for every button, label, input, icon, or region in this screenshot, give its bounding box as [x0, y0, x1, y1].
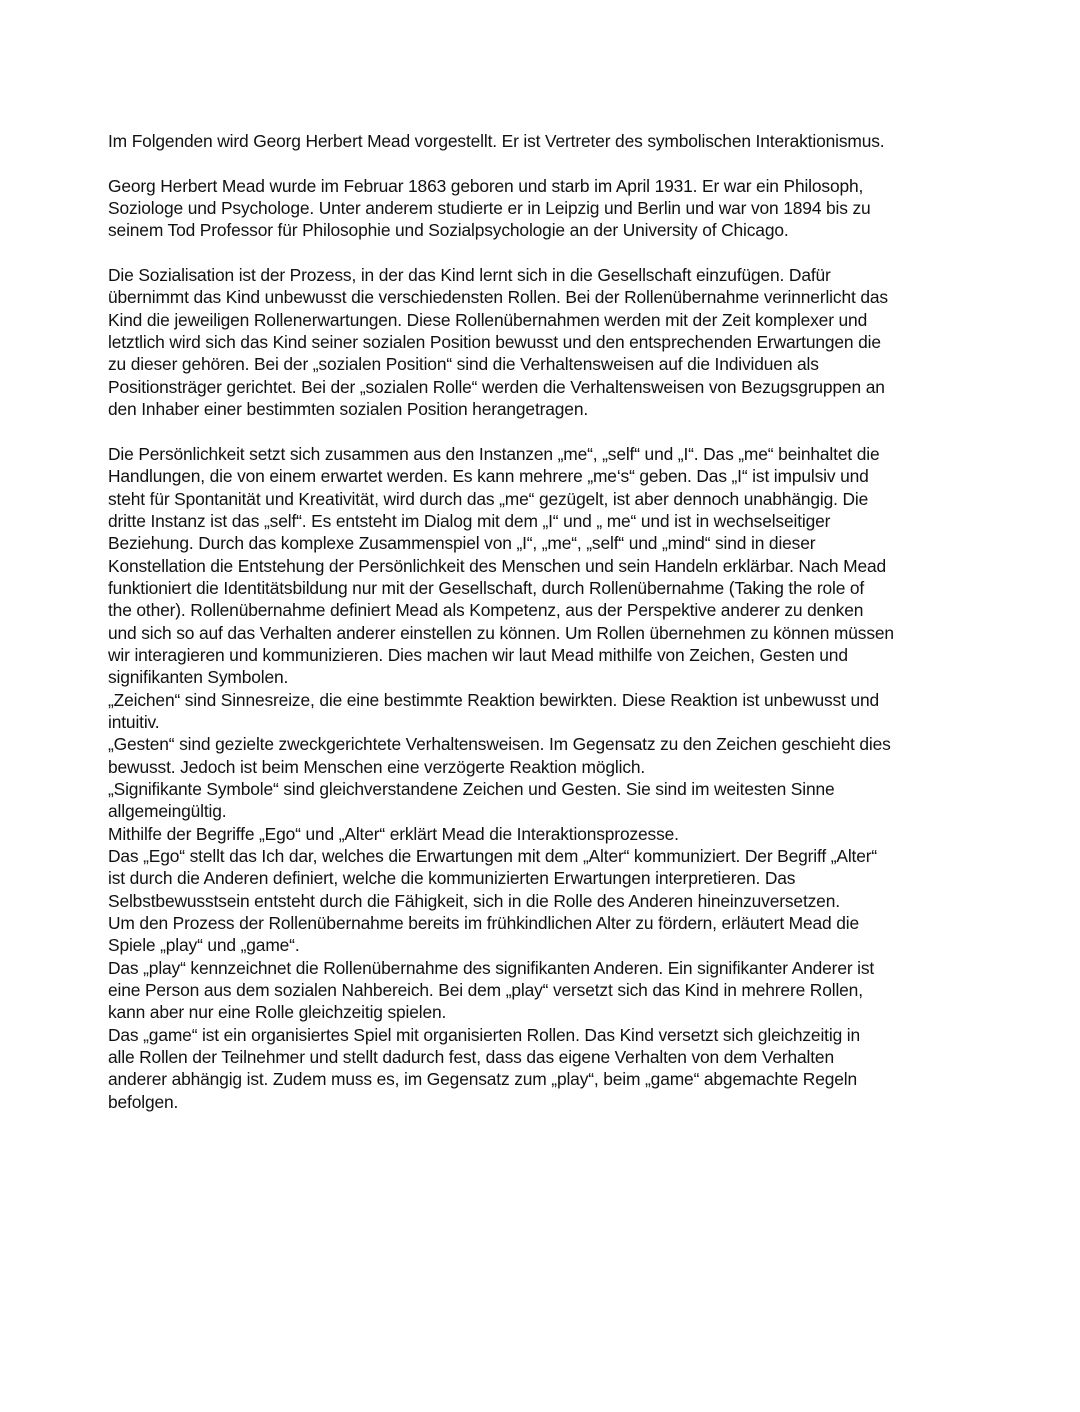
text-line: alle Rollen der Teilnehmer und stellt dadurch fest, dass das eigene Verhalten von dem Verhalten: [108, 1047, 834, 1068]
text-line: Handlungen, die von einem erwartet werden. Es kann mehrere „me‘s“ geben. Das „I“ ist impulsiv und: [108, 466, 869, 487]
text-line: „Gesten“ sind gezielte zweckgerichtete Verhaltensweisen. Im Gegensatz zu den Zeichen geschieht dies: [108, 734, 891, 755]
paragraph-spacer: [108, 152, 988, 174]
text-line: Soziologe und Psychologe. Unter anderem studierte er in Leipzig und Berlin und war von 1894 bis zu: [108, 198, 871, 219]
text-line: und sich so auf das Verhalten anderer einstellen zu können. Um Rollen übernehmen zu können müssen: [108, 622, 894, 643]
text-line: Im Folgenden wird Georg Herbert Mead vorgestellt. Er ist Vertreter des symbolischen Interaktionismus.: [108, 131, 885, 151]
text-line: den Inhaber einer bestimmten sozialen Position herangetragen.: [108, 399, 589, 420]
text-line: Das „play“ kennzeichnet die Rollenübernahme des signifikanten Anderen. Ein signifikanter Anderer ist: [108, 957, 875, 978]
text-line: wir interagieren und kommunizieren. Dies machen wir laut Mead mithilfe von Zeichen, Gesten und: [108, 644, 848, 665]
text-line: Selbstbewusstsein entsteht durch die Fähigkeit, sich in die Rolle des Anderen hineinzuversetzen.: [108, 890, 840, 911]
text-line: übernimmt das Kind unbewusst die verschiedensten Rollen. Bei der Rollenübernahme verinnerlicht das: [108, 287, 888, 308]
text-line: Konstellation die Entstehung der Persönlichkeit des Menschen und sein Handeln erklärbar. Nach Mead: [108, 555, 887, 576]
text-line: „Signifikante Symbole“ sind gleichverstandene Zeichen und Gesten. Sie sind im weitesten Sinne: [108, 778, 835, 799]
text-line: Die Persönlichkeit setzt sich zusammen aus den Instanzen „me“, „self“ und „I“. Das „me“ beinhaltet die: [108, 443, 880, 464]
text-line: seinem Tod Professor für Philosophie und Sozialpsychologie an der University of Chicago.: [108, 220, 789, 241]
text-line: intuitiv.: [108, 711, 160, 732]
text-line: befolgen.: [108, 1091, 179, 1112]
text-line: the other). Rollenübernahme definiert Mead als Kompetenz, aus der Perspektive anderer zu denken: [108, 600, 864, 621]
paragraph-spacer: [108, 242, 988, 264]
text-line: signifikanten Symbolen.: [108, 667, 289, 688]
text-line: ist durch die Anderen definiert, welche die kommunizierten Erwartungen interpretieren. Das: [108, 868, 796, 889]
text-line: Die Sozialisation ist der Prozess, in der das Kind lernt sich in die Gesellschaft einzufügen. Dafür: [108, 265, 831, 286]
text-line: Kind die jeweiligen Rollenerwartungen. Diese Rollenübernahmen werden mit der Zeit komplexer und: [108, 309, 868, 330]
text-line: anderer abhängig ist. Zudem muss es, im Gegensatz zum „play“, beim „game“ abgemachte Regeln: [108, 1069, 857, 1090]
text-line: zu dieser gehören. Bei der „sozialen Position“ sind die Verhaltensweisen auf die Individuen als: [108, 354, 819, 375]
text-line: kann aber nur eine Rolle gleichzeitig spielen.: [108, 1002, 447, 1023]
text-line: Das „game“ ist ein organisiertes Spiel mit organisierten Rollen. Das Kind versetzt sich gleichzeitig in: [108, 1024, 861, 1045]
biography-paragraph: [108, 175, 988, 242]
text-line: allgemeingültig.: [108, 801, 227, 822]
text-line: Spiele „play“ und „game“.: [108, 935, 300, 956]
text-line: bewusst. Jedoch ist beim Menschen eine verzögerte Reaktion möglich.: [108, 756, 646, 777]
document-page: [108, 130, 988, 1113]
intro-paragraph: [108, 130, 988, 152]
text-line: steht für Spontanität und Kreativität, wird durch das „me“ gezügelt, ist aber dennoch unabhängig. Die: [108, 488, 869, 509]
text-line: Positionsträger gerichtet. Bei der „sozialen Rolle“ werden die Verhaltensweisen von Bezugsgruppen an: [108, 376, 885, 397]
text-line: „Zeichen“ sind Sinnesreize, die eine bestimmte Reaktion bewirkten. Diese Reaktion ist unbewusst und: [108, 689, 880, 710]
text-line: Das „Ego“ stellt das Ich dar, welches die Erwartungen mit dem „Alter“ kommuniziert. Der Begriff „Alter“: [108, 846, 878, 866]
text-line: funktioniert die Identitätsbildung nur mit der Gesellschaft, durch Rollenübernahme (Taking the role of: [108, 577, 865, 598]
text-line: eine Person aus dem sozialen Nahbereich. Bei dem „play“ versetzt sich das Kind in mehrere Rollen,: [108, 980, 863, 1001]
text-line: Georg Herbert Mead wurde im Februar 1863 geboren und starb im April 1931. Er war ein Philosoph,: [108, 175, 864, 196]
text-line: dritte Instanz ist das „self“. Es entsteht im Dialog mit dem „I“ und „ me“ und ist in wechselseitiger: [108, 510, 831, 531]
paragraph-spacer: [108, 420, 988, 442]
text-line: Beziehung. Durch das komplexe Zusammenspiel von „I“, „me“, „self“ und „mind“ sind in dieser: [108, 533, 816, 554]
socialization-paragraph: [108, 264, 988, 420]
text-line: Mithilfe der Begriffe „Ego“ und „Alter“ erklärt Mead die Interaktionsprozesse.: [108, 823, 679, 844]
text-line: Um den Prozess der Rollenübernahme bereits im frühkindlichen Alter zu fördern, erläutert Mead die: [108, 913, 860, 934]
text-line: letztlich wird sich das Kind seiner sozialen Position bewusst und den entsprechenden Erwartungen die: [108, 332, 881, 353]
personality-paragraph: [108, 443, 988, 1113]
